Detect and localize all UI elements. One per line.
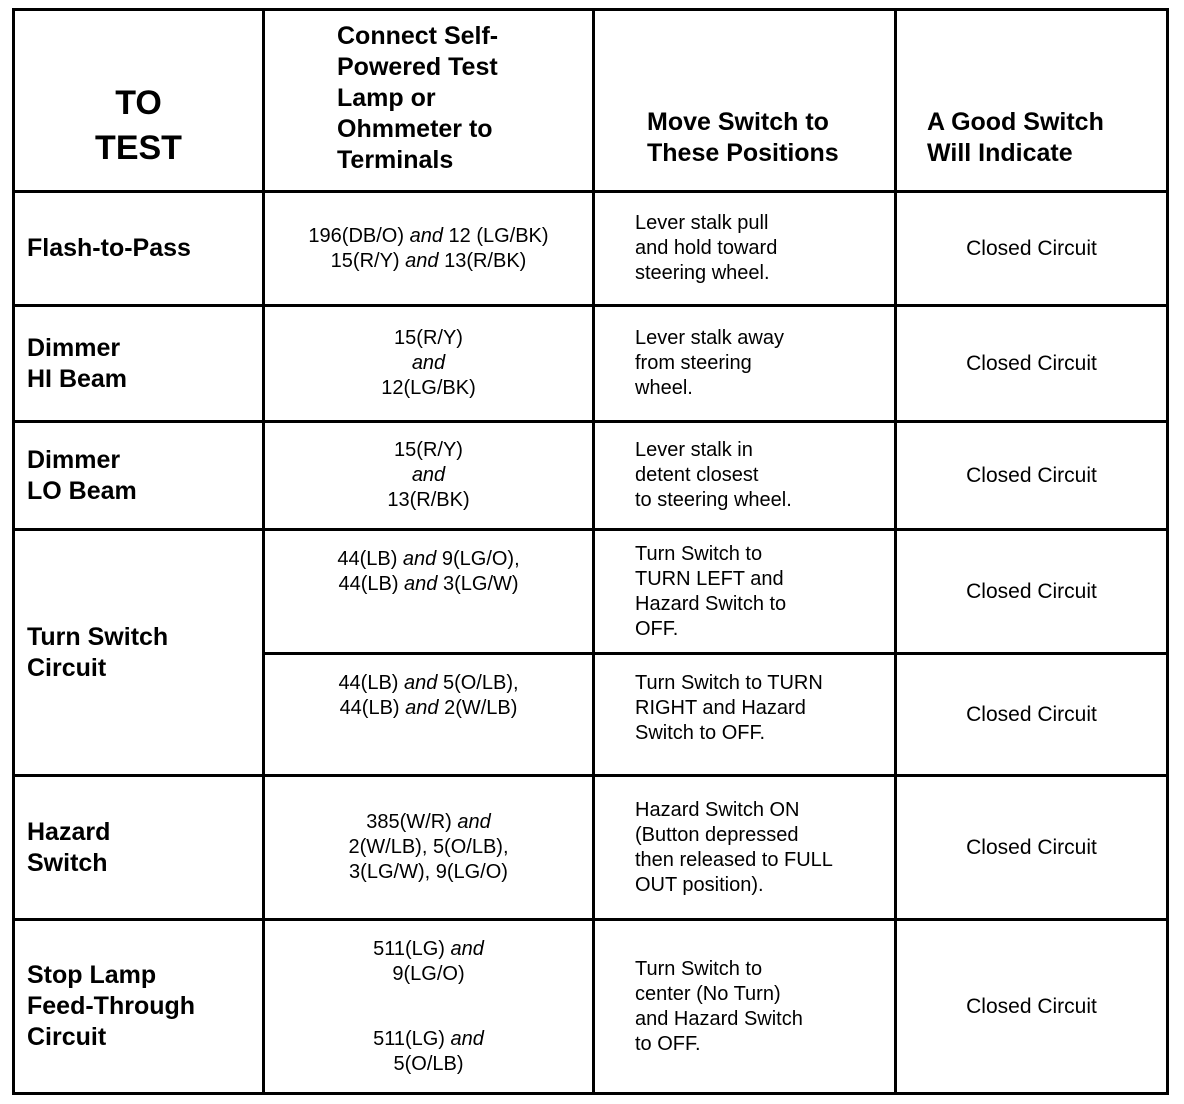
header-to-test: TO TEST (14, 10, 264, 192)
test-name: Turn Switch Circuit (14, 530, 264, 776)
switch-position-cell: Turn Switch to TURN RIGHT and Hazard Switch to OFF. (594, 654, 896, 776)
row-flash-to-pass (14, 192, 1168, 306)
indication-cell: Closed Circuit (896, 530, 1168, 654)
switch-position-cell: Hazard Switch ON (Button depressed then released to FULL OUT position). (594, 776, 896, 920)
row-hazard-switch (14, 776, 1168, 920)
indication-cell: Closed Circuit (896, 920, 1168, 1094)
row-stop-lamp (14, 920, 1168, 1094)
indication-cell: Closed Circuit (896, 654, 1168, 776)
switch-test-chart (12, 8, 1166, 1092)
row-turn-left (14, 530, 1168, 654)
terminals-cell: 385(W/R) and 2(W/LB), 5(O/LB), 3(LG/W), 9(LG/O) (264, 776, 594, 920)
test-name: Dimmer HI Beam (14, 306, 264, 422)
test-name: Flash-to-Pass (14, 192, 264, 306)
header-connect-terminals: Connect Self- Powered Test Lamp or Ohmmeter to Terminals (264, 10, 594, 192)
indication-cell: Closed Circuit (896, 306, 1168, 422)
test-name: Dimmer LO Beam (14, 422, 264, 530)
terminals-cell: 15(R/Y) and 12(LG/BK) (264, 306, 594, 422)
terminals-cell: 511(LG) and 9(LG/O) 511(LG) and 5(O/LB) (264, 920, 594, 1094)
indication-cell: Closed Circuit (896, 776, 1168, 920)
switch-test-table (12, 8, 1169, 1095)
row-dimmer-lo-beam (14, 422, 1168, 530)
header-switch-positions: Move Switch to These Positions (594, 10, 896, 192)
switch-position-cell: Turn Switch to TURN LEFT and Hazard Switch to OFF. (594, 530, 896, 654)
indication-cell: Closed Circuit (896, 422, 1168, 530)
switch-position-cell: Turn Switch to center (No Turn) and Hazard Switch to OFF. (594, 920, 896, 1094)
test-name: Hazard Switch (14, 776, 264, 920)
header-good-switch-indicates: A Good Switch Will Indicate (896, 10, 1168, 192)
test-name: Stop Lamp Feed-Through Circuit (14, 920, 264, 1094)
header-row (14, 10, 1168, 192)
indication-cell: Closed Circuit (896, 192, 1168, 306)
switch-position-cell: Lever stalk pull and hold toward steering wheel. (594, 192, 896, 306)
row-dimmer-hi-beam (14, 306, 1168, 422)
switch-position-cell: Lever stalk away from steering wheel. (594, 306, 896, 422)
terminals-cell: 44(LB) and 9(LG/O), 44(LB) and 3(LG/W) (264, 530, 594, 654)
switch-position-cell: Lever stalk in detent closest to steering wheel. (594, 422, 896, 530)
terminals-cell: 44(LB) and 5(O/LB), 44(LB) and 2(W/LB) (264, 654, 594, 776)
terminals-cell: 15(R/Y) and 13(R/BK) (264, 422, 594, 530)
terminals-cell: 196(DB/O) and 12 (LG/BK) 15(R/Y) and 13(R/BK) (264, 192, 594, 306)
